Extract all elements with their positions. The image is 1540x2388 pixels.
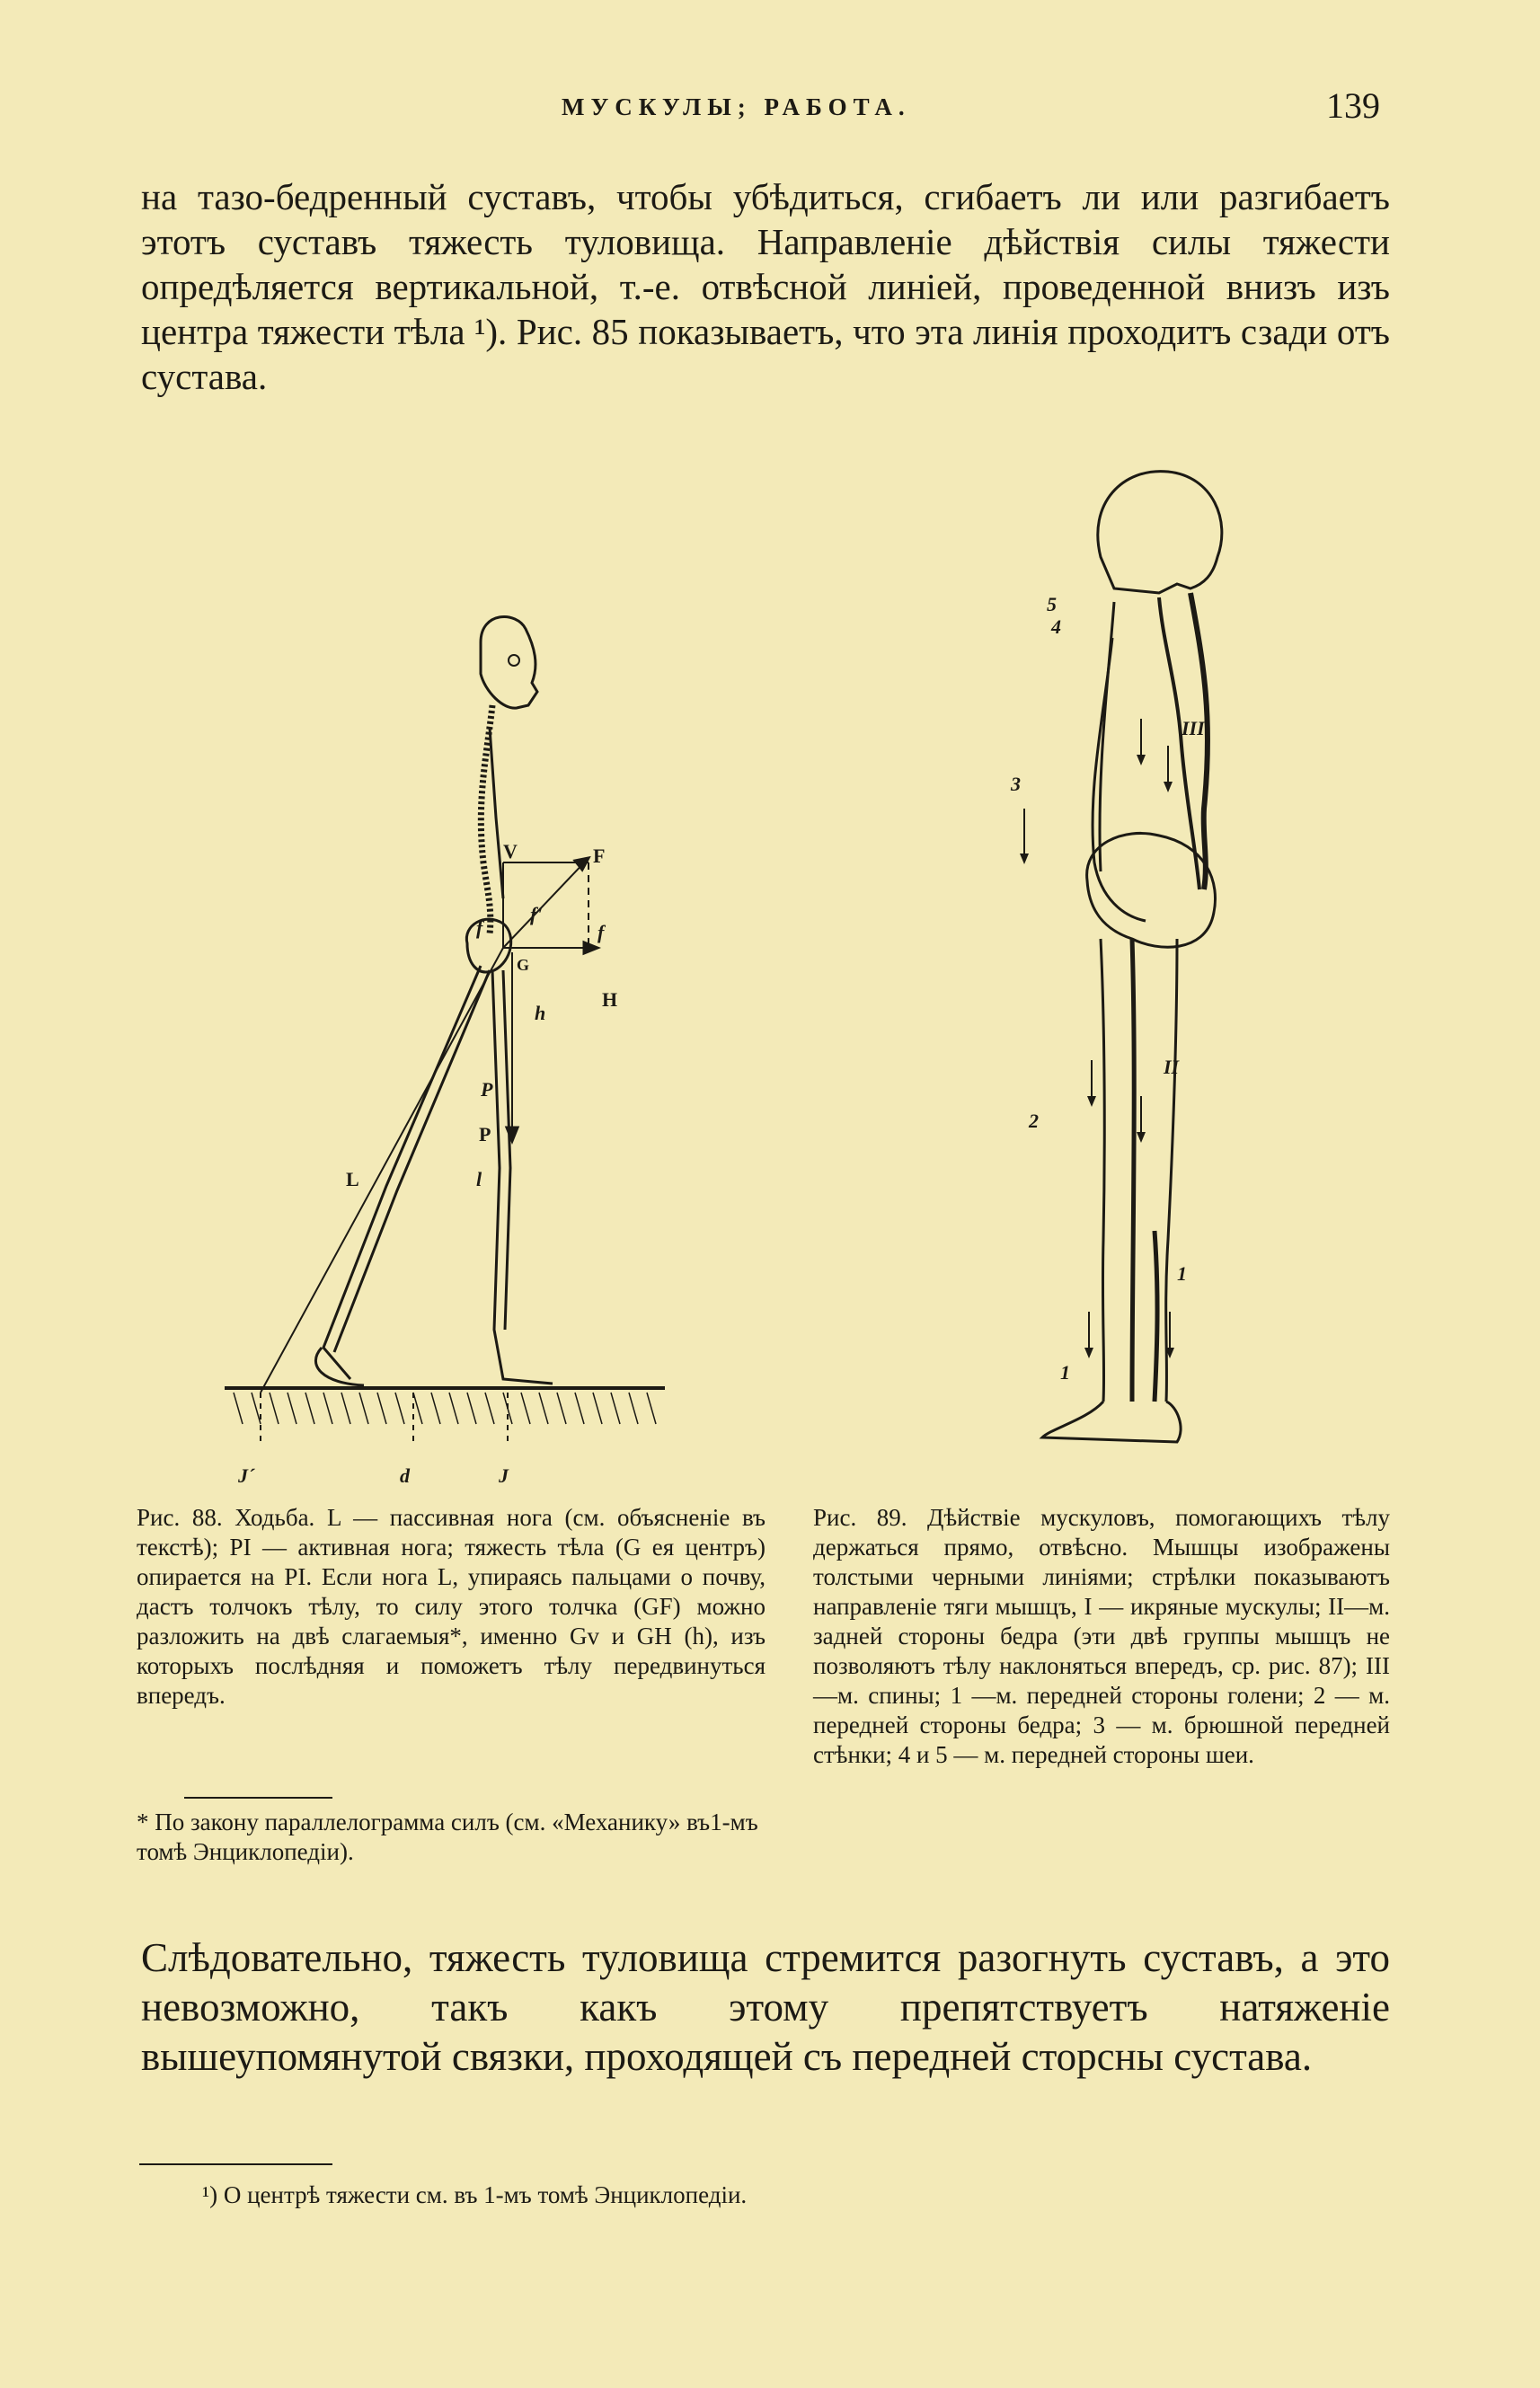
fig89-label-3: 3 — [1011, 773, 1021, 795]
running-title: МУСКУЛЫ; РАБОТА. — [562, 93, 911, 120]
fig89-label-1-left: 1 — [1060, 1361, 1070, 1384]
fig88-label-P-lower: P — [479, 1123, 491, 1145]
figure-89-caption: Рис. 89. Дѣйствіе мускуловъ, помогающихъ тѣлу держаться прямо, отвѣсно. Мышцы изображены толстыми черными линіями; стрѣлки показываютъ направленіе тяги мышцъ, I — икряные мускулы; II—м. задней стороны бедра (эти двѣ группы мышцъ не позволяютъ тѣлу наклоняться впередъ, ср. рис. 87); III—м. спины; 1 —м. передней стороны голени; 2 — м. передней стороны бедра; 3 — м. брюшной передней стѣнки; 4 и 5 — м. передней стороны шеи. — [813, 1504, 1390, 1768]
fig88-label-d: d — [400, 1464, 410, 1487]
fig88-label-J: J — [499, 1464, 509, 1487]
figure-footnote-rule — [184, 1797, 332, 1799]
fig88-label-f-right: f — [597, 921, 605, 943]
figure-89 — [997, 449, 1393, 1473]
figure-88-footnote: * По закону параллелограмма силъ (см. «Механику» въ1-мъ томѣ Энциклопедіи). — [137, 1809, 758, 1865]
fig89-label-III: III — [1182, 717, 1205, 739]
fig88-label-V: V — [503, 840, 518, 862]
paragraph-top — [141, 174, 1390, 399]
fig88-label-F: F — [593, 845, 606, 867]
fig89-label-1-right: 1 — [1177, 1262, 1187, 1285]
fig88-label-H: H — [602, 988, 618, 1011]
fig89-label-4: 4 — [1051, 615, 1061, 638]
paragraph-bottom-text: Слѣдовательно, тяжесть туловища стремится разогнуть суставъ, а это невозможно, такъ какъ этому препятствуетъ натяженіе вышеупомянутой связки, проходящей съ передней сторсны сустава. — [141, 1935, 1390, 2079]
figure-88 — [207, 593, 692, 1491]
fig88-label-l: l — [476, 1168, 482, 1190]
fig88-label-h: h — [535, 1002, 546, 1024]
paragraph-bottom — [141, 1933, 1390, 2082]
fig88-label-f-upper: f — [476, 916, 483, 939]
figure-88-caption-text: Рис. 88. Ходьба. L — пассивная нога (см. объясненіе въ текстѣ); PI — активная нога; тяжесть тѣла (G ея центръ) опирается на PI. Если нога L, упираясь пальцами о почву, дастъ толчокъ тѣлу, то силу этого толчка (GF) можно разложить на двѣ слагаемыя*, именно Gv и GH (h), изъ которыхъ послѣдняя и поможетъ тѣлу передвинуться впередъ. — [137, 1504, 766, 1709]
paragraph-top-text: на тазо-бедренный суставъ, чтобы убѣдиться, сгибаетъ ли или разгибаетъ этотъ суставъ тяжесть туловища. Направленіе дѣйствія силы тяжести опредѣляется вертикальной, т.-е. отвѣсной линіей, проведенной внизъ изъ центра тяжести тѣла ¹). Рис. 85 показываетъ, что эта линія проходитъ сзади отъ сустава. — [141, 176, 1390, 397]
fig89-label-5: 5 — [1047, 593, 1057, 615]
fig89-label-II: II — [1164, 1056, 1180, 1078]
fig89-label-2: 2 — [1029, 1110, 1039, 1132]
footnote-main: ¹) О центрѣ тяжести см. въ 1-мъ томѣ Энциклопедіи. — [202, 2181, 748, 2208]
page-number: 139 — [1326, 85, 1380, 126]
fig88-label-J-prime: J´ — [238, 1464, 255, 1487]
fig88-label-P-upper: P — [481, 1078, 493, 1101]
figure-88-caption — [137, 1503, 766, 1711]
footnote-rule — [139, 2163, 332, 2165]
fig88-label-f-prime: f' — [530, 903, 543, 925]
fig88-label-L: L — [346, 1168, 359, 1190]
fig88-label-G: G — [517, 956, 530, 974]
